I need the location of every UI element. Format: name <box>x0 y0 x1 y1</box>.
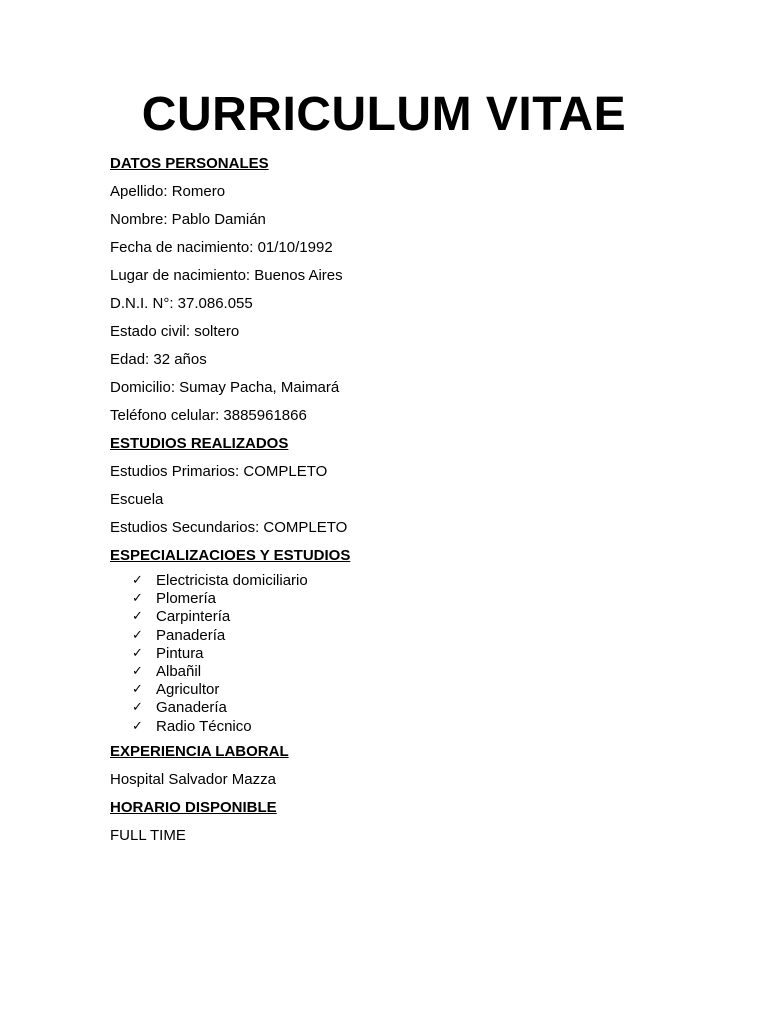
specializations-list <box>110 572 710 736</box>
field-estado-civil: Estado civil: soltero <box>110 323 240 340</box>
list-item <box>132 572 710 590</box>
check-mark-icon: ✓ <box>132 700 143 716</box>
list-item-label: Pintura <box>156 644 204 662</box>
list-item <box>132 645 710 663</box>
field-domicilio: Domicilio: Sumay Pacha, Maimará <box>110 379 340 396</box>
list-item-label: Plomería <box>156 590 217 608</box>
field-dni: D.N.I. N°: 37.086.055 <box>110 295 253 312</box>
list-item-label: Radio Técnico <box>156 717 252 735</box>
check-mark-icon: ✓ <box>132 718 143 734</box>
field-telefono: Teléfono celular: 3885961866 <box>110 407 307 424</box>
check-mark-icon: ✓ <box>132 591 143 607</box>
list-item <box>132 699 710 717</box>
list-item <box>132 608 710 626</box>
section-datos-personales <box>110 152 710 428</box>
list-item-label: Albañil <box>156 662 202 680</box>
list-item <box>132 663 710 681</box>
section-heading-datos-personales: DATOS PERSONALES <box>110 155 269 172</box>
check-mark-icon: ✓ <box>132 627 143 643</box>
list-item-label: Carpintería <box>156 608 231 626</box>
field-estudios-secundarios: Estudios Secundarios: COMPLETO <box>110 519 348 536</box>
field-apellido: Apellido: Romero <box>110 183 226 200</box>
check-mark-icon: ✓ <box>132 663 143 679</box>
check-mark-icon: ✓ <box>132 645 143 661</box>
list-item-label: Electricista domiciliario <box>156 572 308 589</box>
document-body <box>110 152 710 852</box>
section-heading-especializaciones: ESPECIALIZACIOES Y ESTUDIOS <box>110 547 351 564</box>
list-item-label: Agricultor <box>156 681 220 699</box>
section-experiencia <box>110 740 710 792</box>
section-heading-horario: HORARIO DISPONIBLE <box>110 798 277 816</box>
field-nombre: Nombre: Pablo Damián <box>110 211 266 228</box>
check-mark-icon: ✓ <box>132 609 143 625</box>
list-item <box>132 590 710 608</box>
field-lugar-nacimiento: Lugar de nacimiento: Buenos Aires <box>110 267 343 284</box>
section-heading-estudios: ESTUDIOS REALIZADOS <box>110 435 289 452</box>
list-item <box>132 718 710 736</box>
document-title: CURRICULUM VITAE <box>141 88 627 141</box>
section-estudios <box>110 432 710 540</box>
section-horario <box>110 796 710 848</box>
list-item <box>132 681 710 699</box>
list-item-label: Ganadería <box>156 699 227 717</box>
list-item-label: Panadería <box>156 626 226 644</box>
check-mark-icon: ✓ <box>132 573 143 588</box>
list-item <box>132 627 710 645</box>
section-especializaciones <box>110 544 710 736</box>
field-horario: FULL TIME <box>110 826 186 844</box>
field-experiencia: Hospital Salvador Mazza <box>110 770 276 788</box>
field-edad: Edad: 32 años <box>110 351 207 368</box>
field-estudios-primarios: Estudios Primarios: COMPLETO <box>110 463 328 480</box>
field-escuela: Escuela <box>110 491 164 508</box>
check-mark-icon: ✓ <box>132 682 143 698</box>
section-heading-experiencia: EXPERIENCIA LABORAL <box>110 742 289 760</box>
field-fecha-nacimiento: Fecha de nacimiento: 01/10/1992 <box>110 239 333 256</box>
